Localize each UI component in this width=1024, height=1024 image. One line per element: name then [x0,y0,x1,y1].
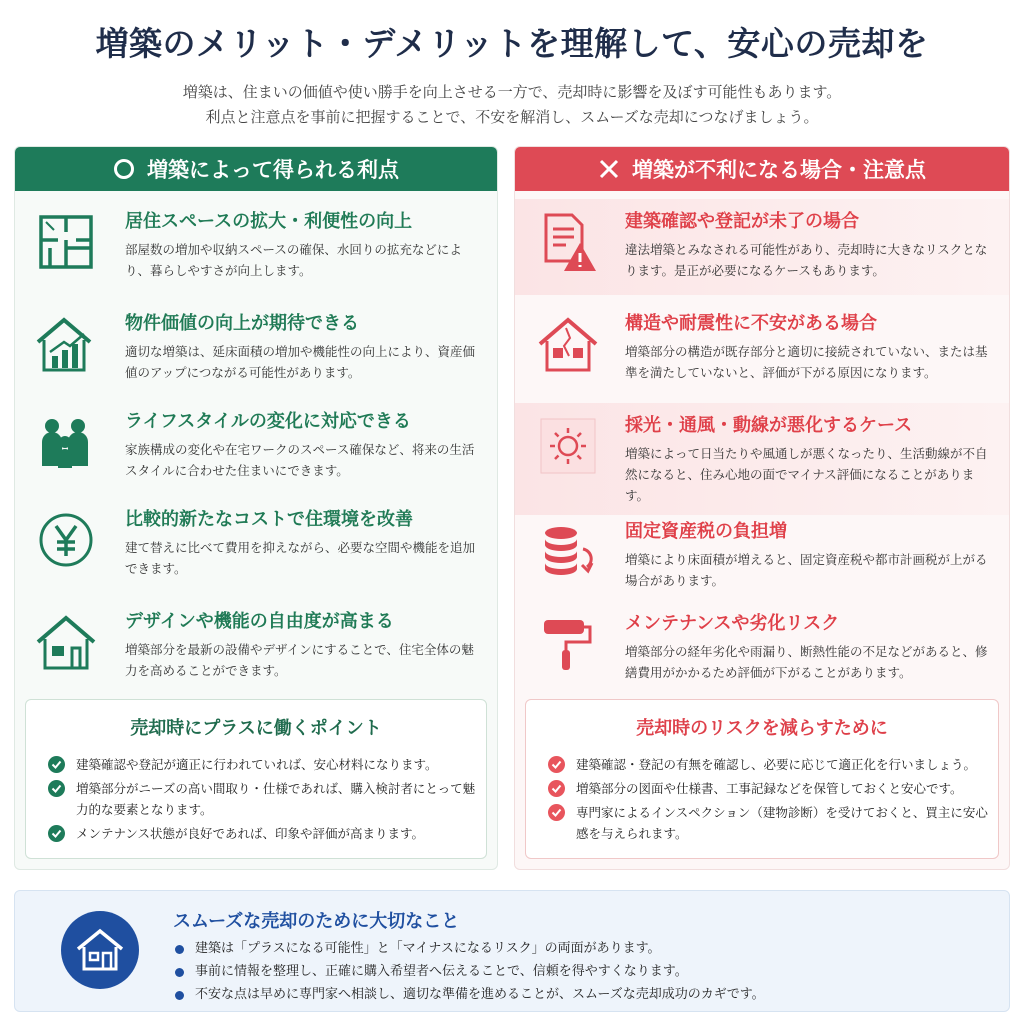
check-icon [48,780,65,797]
summary-box [14,890,1010,1012]
house-icon [33,609,99,675]
demerit-title: 建築確認や登記が未了の場合 [625,211,859,232]
demerits-point-text: 建築確認・登記の有無を確認し、必要に応じて適正化を行いましょう。 [576,757,977,772]
merits-header-label: 増築によって得られる利点 [147,158,399,182]
demerit-item [515,601,1009,697]
demerits-point [548,754,998,775]
demerits-points-box [525,699,999,859]
demerit-desc: 増築部分の構造が既存部分と適切に接続されていない、または基準を満たしていないと、評価が下がる原因になります。 [625,344,988,380]
merits-points-title: 売却時にプラスに働くポイント [130,718,382,739]
merit-item [15,599,497,695]
demerit-item [515,403,1009,515]
coins-icon [535,519,601,585]
merit-desc: 部屋数の増加や収納スペースの確保、水回りの拡充などにより、暮らしやすさが向上します。 [125,242,462,278]
merit-title: 物件価値の向上が期待できる [125,313,359,334]
demerits-header-label: 増築が不利になる場合・注意点 [632,158,926,182]
demerit-title: 構造や耐震性に不安がある場合 [625,313,877,334]
demerit-item [515,199,1009,295]
merits-point-text: 増築部分がニーズの高い間取り・仕様であれば、購入検討者にとって魅力的な要素となります。 [76,781,476,817]
merits-point-text: メンテナンス状態が良好であれば、印象や評価が高まります。 [76,826,425,841]
demerits-header [515,147,1009,191]
summary-point: 事前に情報を整理し、正確に購入希望者へ伝えることで、信頼を得やすくなります。 [173,960,765,983]
document-warning-icon [535,209,601,275]
merits-header [15,147,497,191]
check-icon [48,756,65,773]
summary-point: 不安な点は早めに専門家へ相談し、適切な準備を進めることが、スムーズな売却成功のカギです。 [173,983,765,1006]
summary-title: スムーズな売却のために大切なこと [173,911,460,932]
check-icon [548,780,565,797]
demerit-desc: 増築により床面積が増えると、固定資産税や都市計画税が上がる場合があります。 [625,552,988,588]
house-icon [61,911,139,989]
intro-line-2: 利点と注意点を事前に把握することで、不安を解消し、スムーズな売却につなげましょう。 [205,108,819,126]
merit-desc: 建て替えに比べて費用を抑えながら、必要な空間や機能を追加できます。 [125,540,476,576]
demerits-panel [514,146,1010,870]
summary-list [173,937,765,1006]
merit-title: 居住スペースの拡大・利便性の向上 [125,211,413,232]
demerits-point-text: 増築部分の図面や仕様書、工事記録などを保管しておくと安心です。 [576,781,963,796]
family-icon [33,409,99,475]
merits-point [48,754,486,775]
demerit-title: 固定資産税の負担増 [625,521,787,542]
merit-item [15,497,497,593]
check-icon [548,804,565,821]
check-icon [48,825,65,842]
demerit-desc: 増築部分の経年劣化や雨漏り、断熱性能の不足などがあると、修繕費用がかかるため評価が下がることがあります。 [625,644,988,680]
merits-point [48,823,486,844]
cross-icon [598,158,620,180]
circle-icon [113,158,135,180]
check-icon [548,756,565,773]
yen-icon [33,507,99,573]
merit-item [15,301,497,397]
intro-line-1: 増築は、住まいの価値や使い勝手を向上させる一方で、売却時に影響を及ぼす可能性もあります。 [182,83,842,101]
paint-roller-icon [535,611,601,677]
merits-point-text: 建築確認や登記が適正に行われていれば、安心材料になります。 [76,757,438,772]
merit-desc: 適切な増築は、延床面積の増加や機能性の向上により、資産価値のアップにつながる可能性があります。 [125,344,476,380]
demerits-point [548,778,998,799]
merit-title: デザインや機能の自由度が高まる [125,611,394,632]
sun-icon [535,413,601,479]
demerits-point-text: 専門家によるインスペクション（建物診断）を受けておくと、買主に安心感を与えられます。 [576,805,988,841]
merits-points-list [26,754,486,844]
merit-title: ライフスタイルの変化に対応できる [125,411,411,432]
floorplan-icon [33,209,99,275]
house-crack-icon [535,311,601,377]
page-title: 増築のメリット・デメリットを理解して、安心の売却を [95,24,929,63]
demerit-item [515,301,1009,397]
merits-panel [14,146,498,870]
demerits-points-list [526,754,998,844]
merit-desc: 増築部分を最新の設備やデザインにすることで、住宅全体の魅力を高めることができます。 [125,642,474,678]
intro-text [0,80,1024,130]
merits-point [48,778,486,820]
demerit-desc: 増築によって日当たりや風通しが悪くなったり、生活動線が不自然になると、住み心地の面でマイナス評価になることがあります。 [625,446,988,503]
demerit-item [515,509,1009,605]
demerits-points-title: 売却時のリスクを減らすために [636,718,888,739]
merit-item [15,199,497,295]
merits-points-box [25,699,487,859]
merit-item [15,399,497,495]
summary-point: 建築は「プラスになる可能性」と「マイナスになるリスク」の両面があります。 [173,937,765,960]
merit-desc: 家族構成の変化や在宅ワークのスペース確保など、将来の生活スタイルに合わせた住まいにできます。 [125,442,475,478]
demerit-title: 採光・通風・動線が悪化するケース [625,415,913,436]
demerit-desc: 違法増築とみなされる可能性があり、売却時に大きなリスクとなります。是正が必要になるケースもあります。 [625,242,988,278]
merit-title: 比較的新たなコストで住環境を改善 [125,509,413,530]
demerit-title: メンテナンスや劣化リスク [625,613,840,634]
demerits-point [548,802,998,844]
house-chart-icon [33,311,99,377]
